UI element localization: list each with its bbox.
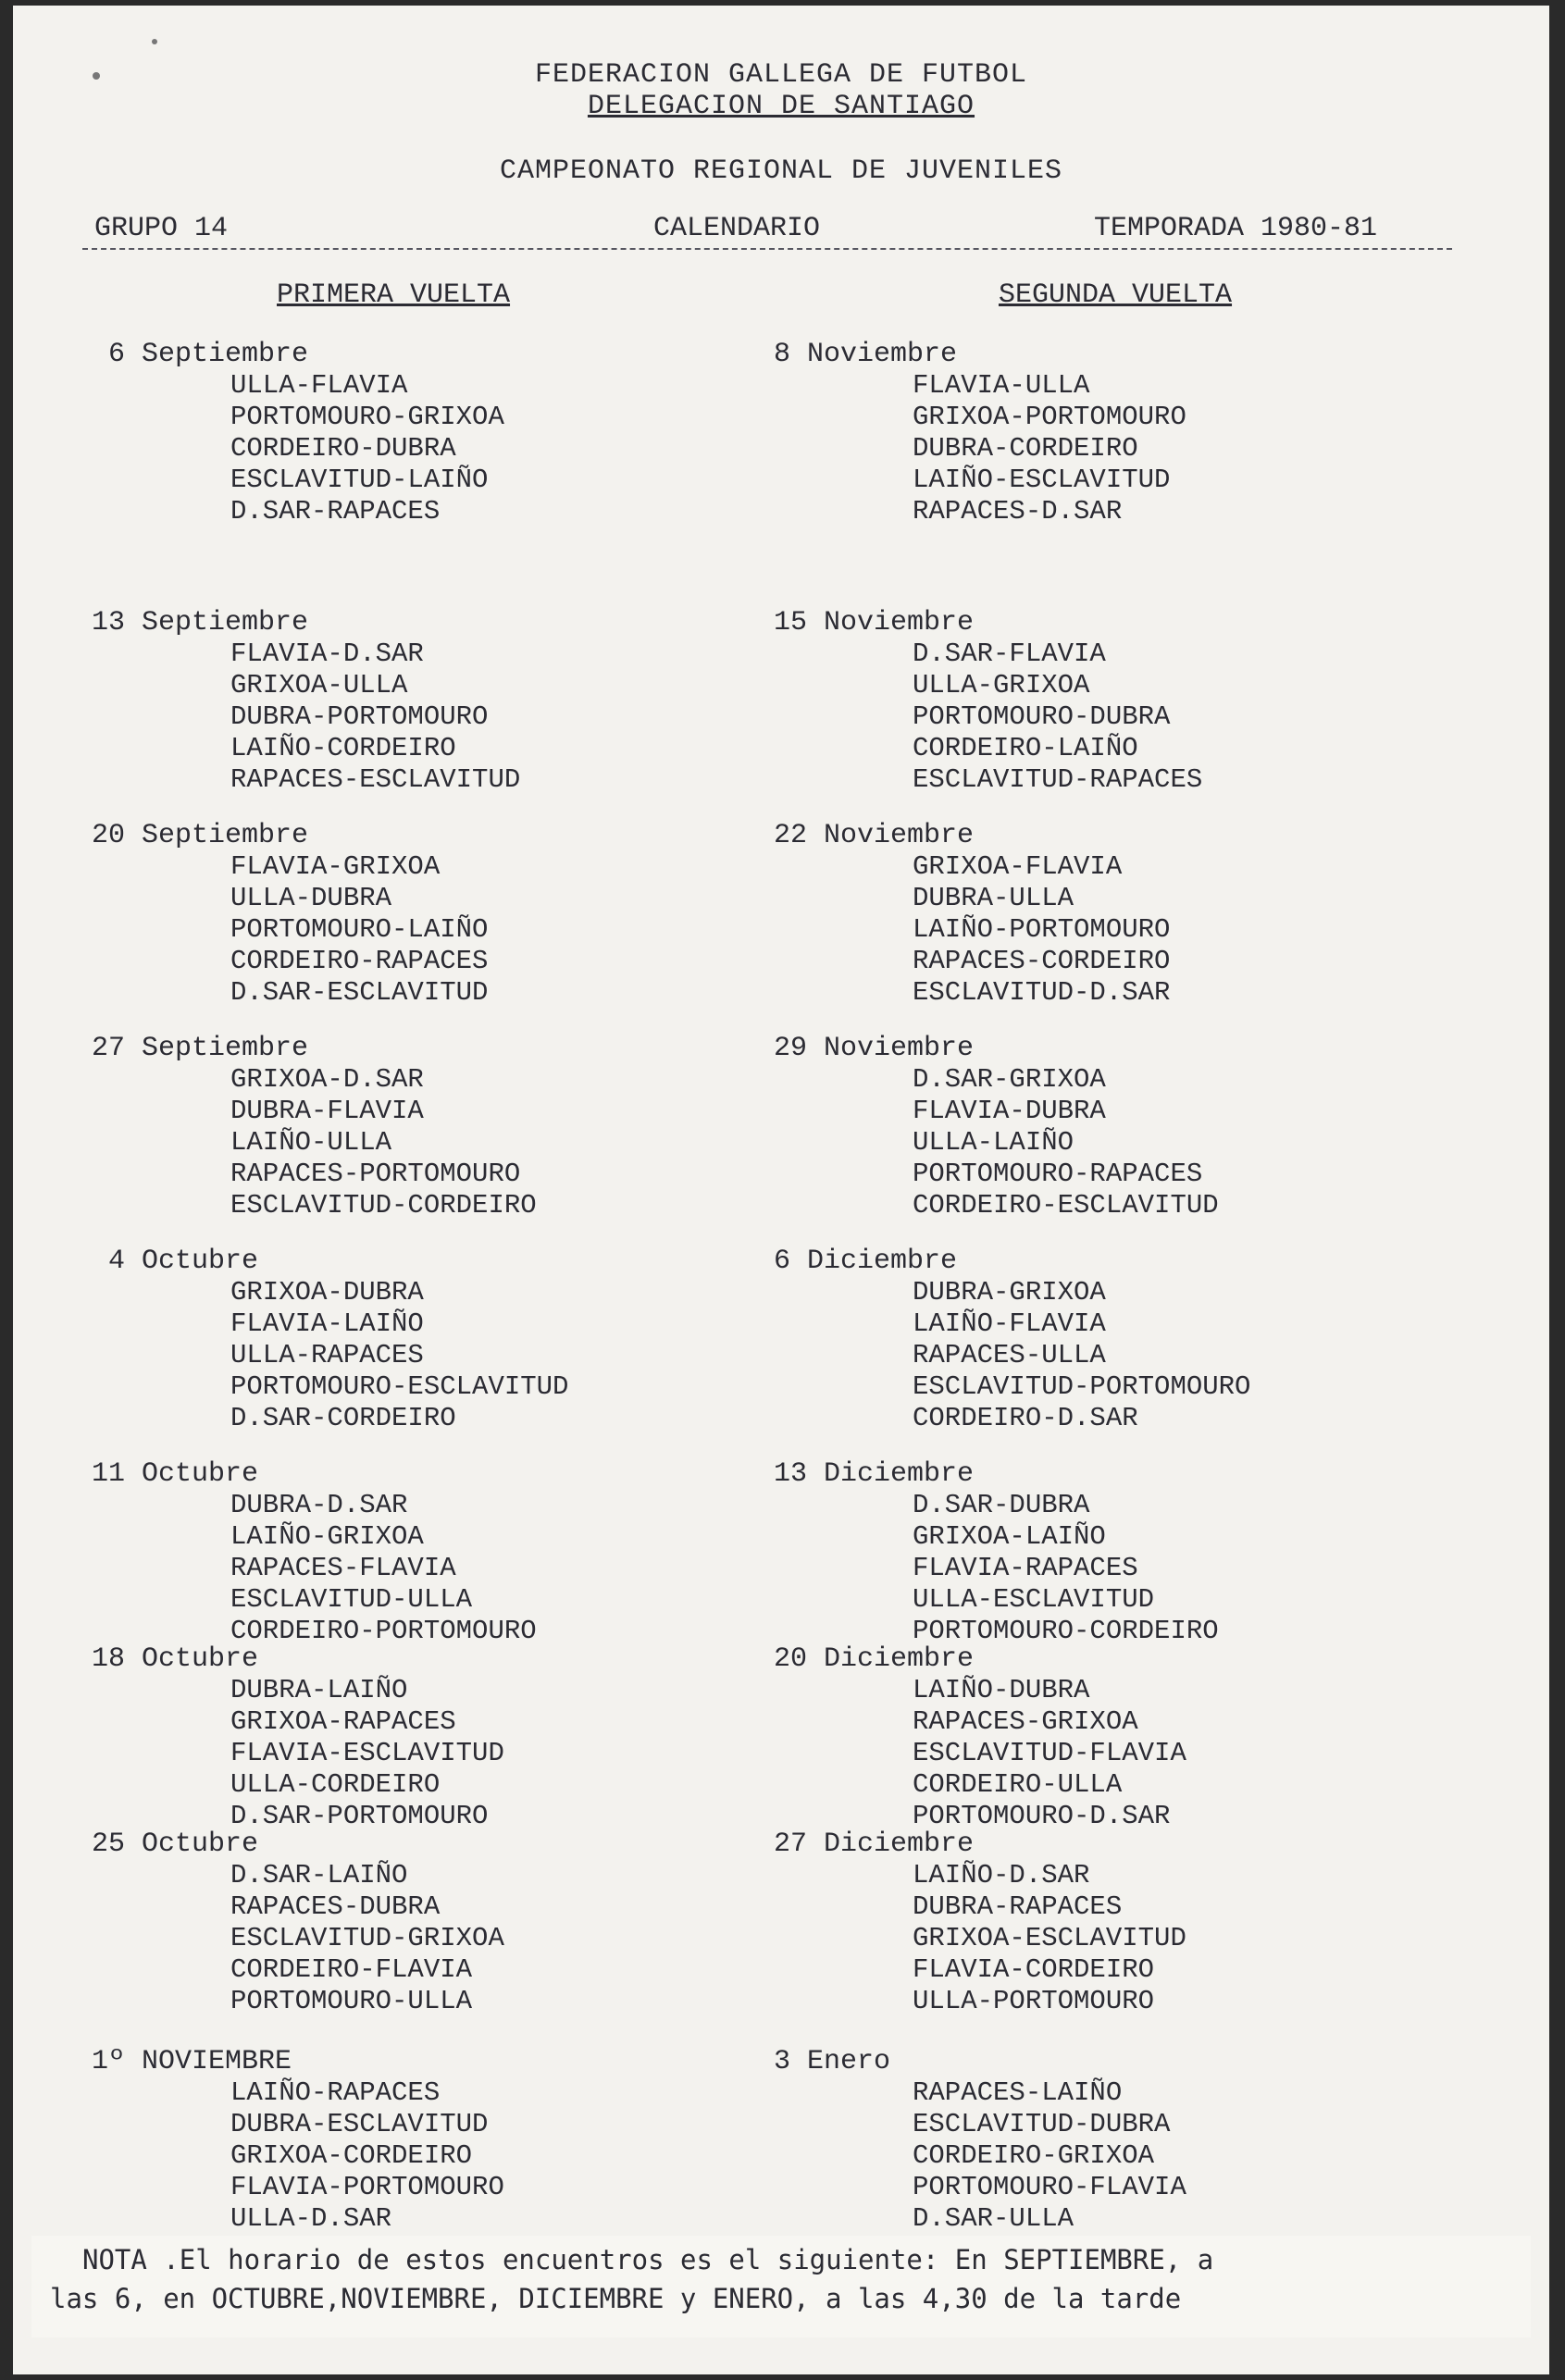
match-item: PORTOMOURO-DUBRA <box>913 701 1171 732</box>
match-list <box>913 2077 1477 2235</box>
match-item: CORDEIRO-D.SAR <box>913 1403 1138 1433</box>
round-block <box>92 607 795 796</box>
match-item: ULLA-GRIXOA <box>913 670 1090 700</box>
match-list <box>913 851 1477 1009</box>
match-item: PORTOMOURO-ESCLAVITUD <box>230 1371 569 1402</box>
match-item: GRIXOA-ESCLAVITUD <box>913 1923 1186 1953</box>
round-date: 25 Octubre <box>92 1828 259 1860</box>
round-block <box>774 339 1477 527</box>
match-item: ULLA-D.SAR <box>230 2203 392 2234</box>
match-item: ULLA-LAIÑO <box>913 1127 1074 1158</box>
note-line-2: las 6, en OCTUBRE,NOVIEMBRE, DICIEMBRE y ENERO, a las 4,30 de la tarde <box>50 2283 1182 2314</box>
match-item: CORDEIRO-DUBRA <box>230 433 456 464</box>
match-list <box>913 1860 1477 2017</box>
match-item: RAPACES-ULLA <box>913 1340 1106 1370</box>
match-item: DUBRA-CORDEIRO <box>913 433 1138 464</box>
match-item: RAPACES-DUBRA <box>230 1891 441 1922</box>
match-item: GRIXOA-PORTOMOURO <box>913 402 1186 432</box>
match-item: LAIÑO-PORTOMOURO <box>913 914 1171 945</box>
round-block <box>774 1643 1477 1832</box>
match-item: ESCLAVITUD-RAPACES <box>913 764 1203 795</box>
match-item: DUBRA-D.SAR <box>230 1490 408 1520</box>
match-item: D.SAR-LAIÑO <box>230 1860 408 1890</box>
round-date: 11 Octubre <box>92 1458 259 1490</box>
header-rule <box>82 248 1452 250</box>
match-item: PORTOMOURO-ULLA <box>230 1986 473 2016</box>
match-item: FLAVIA-RAPACES <box>913 1553 1138 1583</box>
match-list <box>230 1675 795 1832</box>
match-item: PORTOMOURO-FLAVIA <box>913 2172 1186 2202</box>
match-item: RAPACES-CORDEIRO <box>913 946 1171 976</box>
match-item: CORDEIRO-FLAVIA <box>230 1954 473 1985</box>
match-item: ULLA-CORDEIRO <box>230 1769 441 1800</box>
match-item: GRIXOA-DUBRA <box>230 1277 424 1308</box>
round-date: 27 Diciembre <box>774 1828 975 1860</box>
match-item: GRIXOA-FLAVIA <box>913 851 1123 882</box>
match-item: LAIÑO-D.SAR <box>913 1860 1090 1890</box>
match-list <box>913 1064 1477 1221</box>
match-item: LAIÑO-RAPACES <box>230 2077 441 2108</box>
round-date: 15 Noviembre <box>774 607 975 638</box>
match-item: PORTOMOURO-RAPACES <box>913 1159 1203 1189</box>
round-date: 1º NOVIEMBRE <box>92 2046 292 2077</box>
round-block <box>92 1458 795 1647</box>
match-item: GRIXOA-RAPACES <box>230 1706 456 1737</box>
round-date: 3 Enero <box>774 2046 891 2077</box>
match-item: CORDEIRO-ESCLAVITUD <box>913 1190 1219 1221</box>
match-item: LAIÑO-FLAVIA <box>913 1308 1106 1339</box>
federation-title: FEDERACION GALLEGA DE FUTBOL <box>534 59 1028 91</box>
round-block <box>92 339 795 527</box>
match-item: LAIÑO-DUBRA <box>913 1675 1090 1705</box>
match-item: ESCLAVITUD-DUBRA <box>913 2109 1171 2139</box>
match-item: DUBRA-PORTOMOURO <box>230 701 489 732</box>
match-item: ULLA-DUBRA <box>230 883 392 913</box>
match-item: DUBRA-ESCLAVITUD <box>230 2109 489 2139</box>
match-item: ESCLAVITUD-PORTOMOURO <box>913 1371 1251 1402</box>
championship-title: CAMPEONATO REGIONAL DE JUVENILES <box>499 155 1063 187</box>
round-date: 4 Octubre <box>92 1246 259 1277</box>
round-block <box>92 1828 795 2017</box>
ink-smudge <box>93 72 100 80</box>
match-item: FLAVIA-CORDEIRO <box>913 1954 1155 1985</box>
match-item: PORTOMOURO-CORDEIRO <box>913 1616 1219 1646</box>
match-list <box>230 1277 795 1434</box>
round-date: 20 Diciembre <box>774 1643 975 1675</box>
ink-smudge <box>152 39 157 44</box>
match-list <box>913 1675 1477 1832</box>
match-item: DUBRA-FLAVIA <box>230 1096 424 1126</box>
match-item: FLAVIA-ULLA <box>913 370 1090 401</box>
match-item: ESCLAVITUD-FLAVIA <box>913 1738 1186 1768</box>
round-date: 20 Septiembre <box>92 820 309 851</box>
match-item: LAIÑO-CORDEIRO <box>230 733 456 763</box>
match-item: DUBRA-ULLA <box>913 883 1074 913</box>
match-item: GRIXOA-CORDEIRO <box>230 2140 473 2171</box>
match-list <box>230 2077 795 2235</box>
first-round-title: PRIMERA VUELTA <box>277 279 511 311</box>
match-item: ULLA-FLAVIA <box>230 370 408 401</box>
round-block <box>92 1643 795 1832</box>
match-item: ESCLAVITUD-LAIÑO <box>230 465 489 495</box>
match-item: D.SAR-RAPACES <box>230 496 441 527</box>
match-item: ULLA-PORTOMOURO <box>913 1986 1155 2016</box>
match-item: DUBRA-LAIÑO <box>230 1675 408 1705</box>
match-item: D.SAR-DUBRA <box>913 1490 1090 1520</box>
second-round-title: SEGUNDA VUELTA <box>999 279 1233 311</box>
match-item: PORTOMOURO-D.SAR <box>913 1801 1171 1831</box>
match-item: FLAVIA-LAIÑO <box>230 1308 424 1339</box>
match-list <box>913 1277 1477 1434</box>
match-item: ESCLAVITUD-GRIXOA <box>230 1923 504 1953</box>
match-item: CORDEIRO-GRIXOA <box>913 2140 1155 2171</box>
match-list <box>230 1064 795 1221</box>
round-date: 22 Noviembre <box>774 820 975 851</box>
match-item: RAPACES-D.SAR <box>913 496 1123 527</box>
match-item: D.SAR-FLAVIA <box>913 638 1106 669</box>
match-item: LAIÑO-GRIXOA <box>230 1521 424 1552</box>
round-date: 18 Octubre <box>92 1643 259 1675</box>
match-item: RAPACES-FLAVIA <box>230 1553 456 1583</box>
match-item: DUBRA-RAPACES <box>913 1891 1123 1922</box>
match-item: D.SAR-ULLA <box>913 2203 1074 2234</box>
match-item: PORTOMOURO-GRIXOA <box>230 402 504 432</box>
match-item: CORDEIRO-ULLA <box>913 1769 1123 1800</box>
match-item: FLAVIA-ESCLAVITUD <box>230 1738 504 1768</box>
round-block <box>774 1246 1477 1434</box>
match-item: FLAVIA-PORTOMOURO <box>230 2172 504 2202</box>
match-item: D.SAR-CORDEIRO <box>230 1403 456 1433</box>
match-item: FLAVIA-GRIXOA <box>230 851 441 882</box>
round-date: 29 Noviembre <box>774 1033 975 1064</box>
schedule-note <box>31 2236 1531 2337</box>
round-block <box>774 1033 1477 1221</box>
match-item: GRIXOA-D.SAR <box>230 1064 424 1095</box>
match-item: FLAVIA-D.SAR <box>230 638 424 669</box>
match-item: ESCLAVITUD-D.SAR <box>913 977 1171 1008</box>
round-block <box>774 607 1477 796</box>
match-list <box>230 1490 795 1647</box>
round-date: 13 Diciembre <box>774 1458 975 1490</box>
match-item: CORDEIRO-PORTOMOURO <box>230 1616 537 1646</box>
document-page <box>13 6 1549 2374</box>
match-item: LAIÑO-ESCLAVITUD <box>913 465 1171 495</box>
match-item: D.SAR-ESCLAVITUD <box>230 977 489 1008</box>
match-item: D.SAR-PORTOMOURO <box>230 1801 489 1831</box>
round-block <box>92 1246 795 1434</box>
round-date: 13 Septiembre <box>92 607 309 638</box>
round-date: 6 Diciembre <box>774 1246 958 1277</box>
group-label: GRUPO 14 <box>94 213 229 244</box>
round-block <box>92 820 795 1009</box>
match-item: CORDEIRO-RAPACES <box>230 946 489 976</box>
match-item: D.SAR-GRIXOA <box>913 1064 1106 1095</box>
match-item: PORTOMOURO-LAIÑO <box>230 914 489 945</box>
match-item: GRIXOA-LAIÑO <box>913 1521 1106 1552</box>
round-date: 6 Septiembre <box>92 339 309 370</box>
match-list <box>230 638 795 796</box>
match-list <box>913 1490 1477 1647</box>
round-block <box>92 1033 795 1221</box>
match-item: FLAVIA-DUBRA <box>913 1096 1106 1126</box>
match-list <box>913 370 1477 527</box>
round-date: 8 Noviembre <box>774 339 958 370</box>
note-line-1: NOTA .El horario de estos encuentros es el siguiente: En SEPTIEMBRE, a <box>82 2244 1214 2275</box>
match-item: LAIÑO-ULLA <box>230 1127 392 1158</box>
round-block <box>774 2046 1477 2235</box>
match-item: ESCLAVITUD-ULLA <box>230 1584 473 1615</box>
match-list <box>230 1860 795 2017</box>
match-list <box>913 638 1477 796</box>
match-item: ULLA-ESCLAVITUD <box>913 1584 1155 1615</box>
round-block <box>774 1828 1477 2017</box>
round-block <box>774 1458 1477 1647</box>
match-item: RAPACES-LAIÑO <box>913 2077 1123 2108</box>
round-date: 27 Septiembre <box>92 1033 309 1064</box>
round-block <box>774 820 1477 1009</box>
match-item: ULLA-RAPACES <box>230 1340 424 1370</box>
match-item: RAPACES-GRIXOA <box>913 1706 1138 1737</box>
match-item: CORDEIRO-LAIÑO <box>913 733 1138 763</box>
match-list <box>230 370 795 527</box>
match-item: GRIXOA-ULLA <box>230 670 408 700</box>
calendar-label: CALENDARIO <box>653 213 821 244</box>
match-item: DUBRA-GRIXOA <box>913 1277 1106 1308</box>
match-item: ESCLAVITUD-CORDEIRO <box>230 1190 537 1221</box>
match-item: RAPACES-PORTOMOURO <box>230 1159 521 1189</box>
match-item: RAPACES-ESCLAVITUD <box>230 764 521 795</box>
delegation-title: DELEGACION DE SANTIAGO <box>587 91 975 122</box>
season-label: TEMPORADA 1980-81 <box>1094 213 1378 244</box>
round-block <box>92 2046 795 2235</box>
match-list <box>230 851 795 1009</box>
